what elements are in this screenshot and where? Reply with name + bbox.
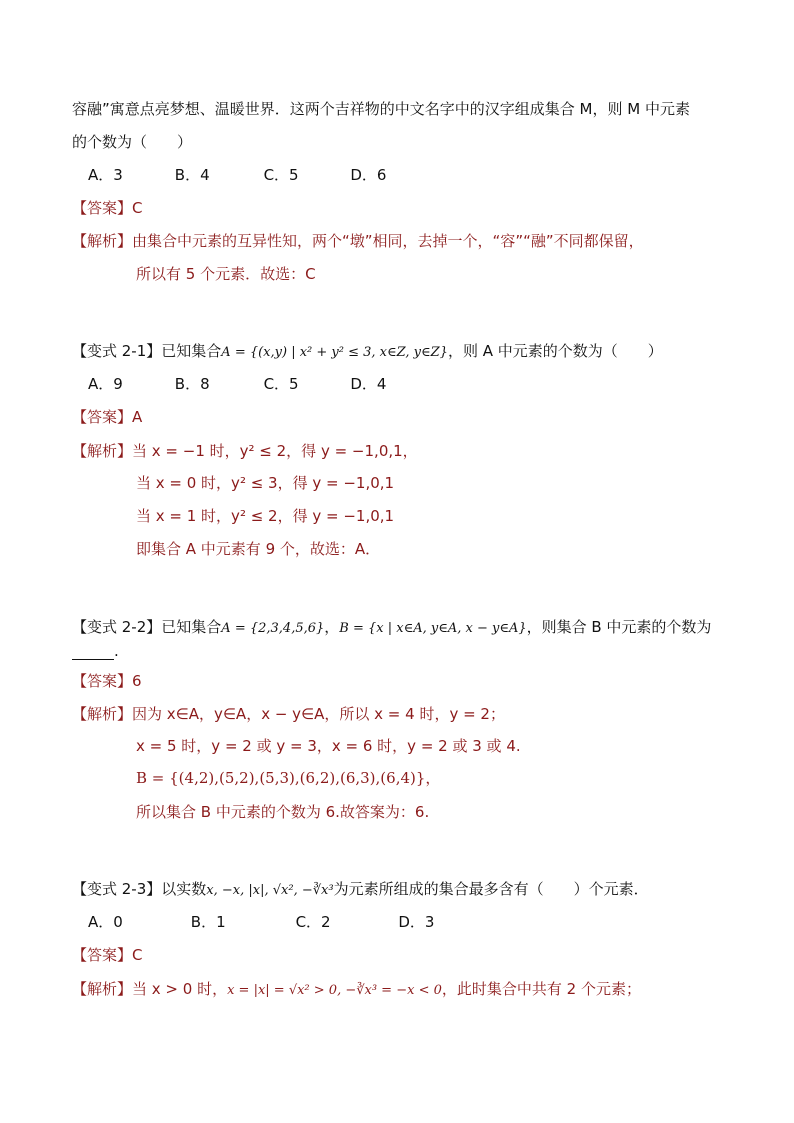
analysis-text: 当 x = 0 时，y² ≤ 3，得 y = −1,0,1 xyxy=(136,474,395,492)
answer-row xyxy=(72,944,143,966)
answer-value: A xyxy=(132,408,143,426)
answer-label: 【答案】 xyxy=(72,408,133,426)
analysis-formula: x = |x| = √x² > 0, −∛x³ = −x < 0 xyxy=(227,983,442,998)
variant-2-2-question xyxy=(72,616,711,640)
option-a: A．9 xyxy=(88,375,123,393)
set-formula: A = {(x,y) | x² + y² ≤ 3, x∈Z, y∈Z} xyxy=(221,345,448,360)
answer-label: 【答案】 xyxy=(72,946,133,964)
variant-2-3-question xyxy=(72,878,649,902)
question-text-line: 的个数为（ ） xyxy=(72,133,193,151)
answer-row xyxy=(72,197,143,219)
option-c: C．5 xyxy=(263,375,299,393)
answer-row xyxy=(72,406,142,428)
option-c: C．5 xyxy=(263,166,299,184)
analysis-row xyxy=(72,978,641,1002)
analysis-label: 【解析】 xyxy=(72,232,133,250)
analysis-text: 所以集合 B 中元素的个数为 6.故答案为：6. xyxy=(136,803,430,821)
option-d: D．6 xyxy=(350,166,387,184)
analysis-label: 【解析】 xyxy=(72,980,133,998)
analysis-text: 所以有 5 个元素．故选：C xyxy=(136,265,316,283)
answer-value: C xyxy=(132,946,143,964)
variant-2-1-question xyxy=(72,340,663,364)
option-a: A．3 xyxy=(88,166,123,184)
analysis-label: 【解析】 xyxy=(72,705,133,723)
analysis-row xyxy=(72,230,644,252)
question-prefix: 已知集合 xyxy=(161,342,222,360)
question-suffix: 为元素所组成的集合最多含有（ ）个元素． xyxy=(333,880,649,898)
analysis-text: 当 x = 1 时，y² ≤ 2，得 y = −1,0,1 xyxy=(136,507,395,525)
answer-blank-row xyxy=(72,640,119,662)
analysis-text: 因为 x∈A，y∈A，x − y∈A，所以 x = 4 时，y = 2； xyxy=(132,705,505,723)
analysis-text: 由集合中元素的互异性知，两个“墩”相同，去掉一个，“容”“融”不同都保留， xyxy=(132,232,644,250)
options-row xyxy=(88,911,434,933)
analysis-formula: B = {(4,2),(5,2),(5,3),(6,2),(6,3),(6,4)}， xyxy=(136,769,441,787)
variant-label: 【变式 2-1】 xyxy=(72,342,162,360)
question-prefix: 已知集合 xyxy=(161,618,222,636)
answer-label: 【答案】 xyxy=(72,199,133,217)
variant-label: 【变式 2-2】 xyxy=(72,618,162,636)
option-a: A．0 xyxy=(88,913,123,931)
analysis-row xyxy=(72,703,505,725)
option-b: B．8 xyxy=(174,375,210,393)
question-suffix: ，则集合 B 中元素的个数为 xyxy=(526,618,712,636)
question-text-line: 容融”寓意点亮梦想、温暖世界．这两个吉祥物的中文名字中的汉字组成集合 M，则 M 中元素 xyxy=(72,100,690,118)
option-c: C．2 xyxy=(295,913,331,931)
answer-row xyxy=(72,670,142,692)
option-b: B．1 xyxy=(190,913,226,931)
answer-label: 【答案】 xyxy=(72,672,133,690)
analysis-row xyxy=(72,440,418,462)
question-prefix: 以实数 xyxy=(161,880,207,898)
answer-value: 6 xyxy=(132,672,142,690)
separator: ， xyxy=(324,618,340,636)
analysis-text: ，此时集合中共有 2 个元素； xyxy=(441,980,641,998)
analysis-text: 当 x = −1 时，y² ≤ 2，得 y = −1,0,1， xyxy=(132,442,418,460)
answer-blank xyxy=(72,643,114,660)
options-row xyxy=(88,373,386,395)
option-d: D．3 xyxy=(398,913,435,931)
analysis-label: 【解析】 xyxy=(72,442,133,460)
question-suffix: ，则 A 中元素的个数为（ ） xyxy=(447,342,663,360)
analysis-text: 当 x > 0 时， xyxy=(132,980,228,998)
formula: x, −x, |x|, √x², −∛x³ xyxy=(206,883,334,898)
variant-label: 【变式 2-3】 xyxy=(72,880,162,898)
analysis-text: x = 5 时，y = 2 或 y = 3，x = 6 时，y = 2 或 3 或 4. xyxy=(136,737,521,755)
set-formula-b: B = {x | x∈A, y∈A, x − y∈A} xyxy=(339,621,527,636)
option-d: D．4 xyxy=(350,375,387,393)
option-b: B．4 xyxy=(174,166,210,184)
answer-value: C xyxy=(132,199,143,217)
set-formula-a: A = {2,3,4,5,6} xyxy=(221,621,325,636)
blank-end: . xyxy=(114,642,119,660)
analysis-text: 即集合 A 中元素有 9 个，故选：A． xyxy=(136,540,381,558)
options-row xyxy=(88,164,386,186)
